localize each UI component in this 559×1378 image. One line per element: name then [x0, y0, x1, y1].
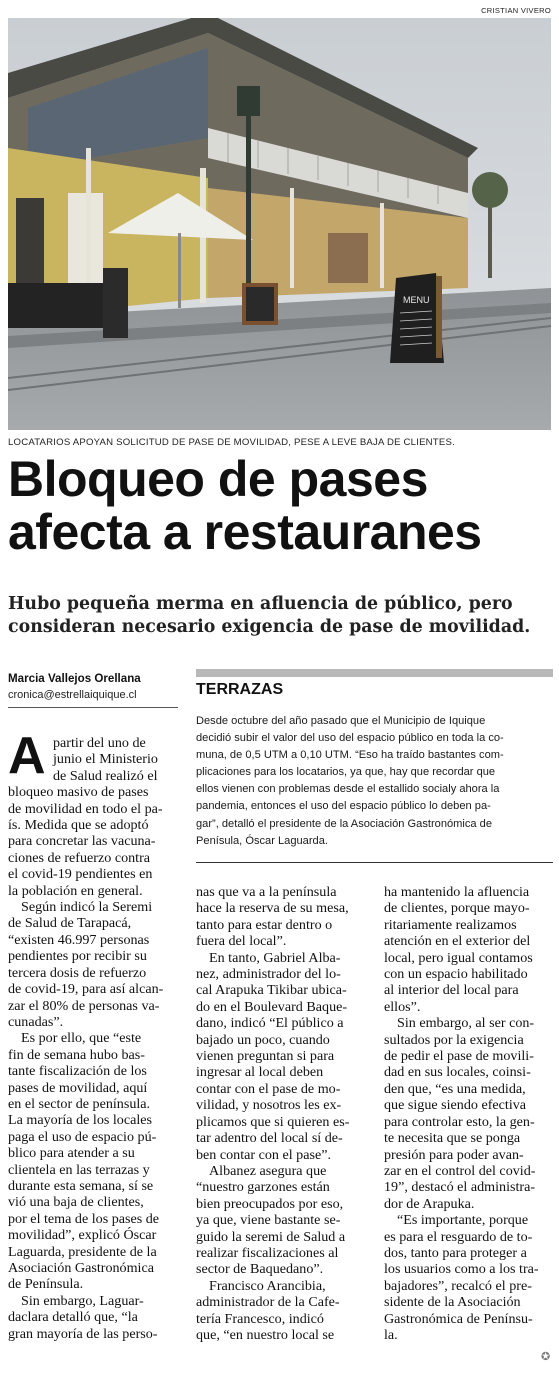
sidebar-line: muna, de 0,5 UTM a 0,10 UTM. “Eso ha traído bastantes com- — [196, 749, 504, 762]
article-line: sector de Baquedano”. — [196, 1261, 324, 1278]
article-line: para controlar esto, la gen- — [384, 1113, 535, 1130]
article-line: ellos”. — [384, 998, 421, 1015]
article-line: tanto para estar dentro o — [196, 916, 333, 933]
menu-sign-text: MENU — [403, 295, 430, 305]
article-line: tante fiscalización de los — [8, 1063, 147, 1080]
article-line: guido la seremi de Salud a — [196, 1228, 346, 1245]
author-name: Marcia Vallejos Orellana — [8, 672, 141, 685]
article-line: ha mantenido la afluencia — [384, 884, 530, 900]
article-line: ingresar al local deben — [196, 1064, 324, 1081]
article-line: Sin embargo, al ser con- — [397, 1015, 535, 1032]
article-line: que, “en nuestro local se — [196, 1326, 335, 1343]
article-line: ben contar con el pase”. — [196, 1146, 331, 1163]
article-line: administrador de la Cafe- — [196, 1294, 340, 1311]
article-line: vió una baja de clientes, — [8, 1194, 144, 1211]
article-line: ritariamente realizamos — [384, 916, 517, 933]
article-line: vilidad, y nosotros les ex- — [196, 1097, 342, 1114]
article-line: vienen preguntan si para — [196, 1048, 335, 1065]
article-line: Sin embargo, Laguar- — [21, 1292, 144, 1309]
article-line: sidente de la Asociación — [384, 1294, 521, 1311]
drop-cap: A — [8, 727, 46, 785]
article-line: contar con el pase de mo- — [196, 1080, 341, 1097]
article-line: al interior del local para — [384, 982, 519, 999]
article-line: dad en sus locales, coinsi- — [384, 1064, 531, 1081]
article-line: “existen 46.997 personas — [8, 931, 150, 948]
article-line: realizar fiscalizaciones al — [196, 1244, 339, 1261]
article-line: ciones de refuerzo contra — [8, 849, 151, 866]
sidebar-line: plicaciones para los locatarios, ya que, hay que recordar que — [196, 766, 496, 779]
article-line: dor de Arapuka. — [384, 1195, 475, 1212]
article-line: Es por ello, que “este — [21, 1030, 142, 1047]
article-line: el covid-19 pendientes en — [8, 866, 153, 883]
article-line: sultados por la exigencia — [384, 1031, 524, 1048]
article-line: para concretar las vacuna- — [8, 833, 156, 850]
article-line: nas que va a la península — [196, 884, 337, 900]
sidebar-line: Desde octubre del año pasado que el Municipio de Iquique — [196, 715, 486, 727]
article-line: junio el Ministerio — [53, 751, 158, 768]
article-line: cal Arapuka Tikibar ubica- — [196, 982, 347, 999]
article-line: clientela en las terrazas y — [8, 1161, 150, 1178]
article-line: Laguarda, presidente de la — [8, 1243, 157, 1260]
article-line: fin de semana hubo bas- — [8, 1046, 145, 1063]
article-line: de Salud realizó el — [53, 767, 158, 784]
byline-rule — [8, 707, 178, 708]
article-line: Asociación Gastronómica — [8, 1260, 154, 1276]
article-line: Francisco Arancibia, — [209, 1277, 326, 1294]
article-line: atención en el exterior del — [384, 933, 531, 950]
sidebar-line: pandemia, entonces el uso del espacio público lo deben pa- — [196, 800, 491, 813]
sidebar-line: gar”, detalló el presidente de la Asociación Gastronómica de — [196, 817, 493, 830]
article-line: 19”, destacó el administra- — [384, 1179, 536, 1196]
headline-line: Bloqueo de pases — [8, 451, 428, 507]
article-line: en el sector de península. — [8, 1095, 151, 1112]
article-line: por el tema de los pases de — [8, 1210, 160, 1227]
deck-line: Hubo pequeña merma en afluencia de público, pero — [8, 594, 513, 614]
article-line: de pedir el pase de movili- — [384, 1048, 534, 1065]
article-line: movilidad”, explicó Óscar — [8, 1227, 157, 1244]
article-line: Albanez asegura que — [209, 1162, 327, 1179]
article-column-3 — [384, 884, 554, 1343]
article-line: pases de movilidad, aquí — [8, 1079, 148, 1096]
article-line: La mayoría de los locales — [8, 1112, 153, 1129]
sidebar-body — [196, 713, 553, 850]
deck-line: consideran necesario exigencia de pase de movilidad. — [8, 616, 531, 637]
article-line: tercera dosis de refuerzo — [8, 964, 147, 981]
article-line: bajado un poco, cuando — [196, 1031, 330, 1048]
sidebar-line: decidió subir el valor del uso del espacio público en toda la co- — [196, 732, 504, 745]
article-line: durante esta semana, sí se — [8, 1177, 154, 1194]
end-mark-icon: ✪ — [541, 1350, 551, 1363]
article-line: paga el uso de espacio pú- — [8, 1128, 157, 1145]
article-column-1 — [8, 727, 178, 1342]
sidebar-line: Penísula, Óscar Laguarda. — [196, 834, 328, 847]
article-line: daclara detalló que, “la — [8, 1309, 138, 1326]
article-line: “nuestro garzones están — [196, 1179, 330, 1196]
article-line: la población en general. — [8, 882, 143, 899]
article-line: blico para atender a su — [8, 1145, 135, 1162]
article-line: Según indicó la Seremi — [21, 899, 153, 916]
article-line: gran mayoría de las perso- — [8, 1325, 158, 1342]
article-line: de Salud de Tarapacá, — [8, 915, 132, 932]
article-line: que sigue siendo efectiva — [384, 1097, 527, 1114]
article-line: tería Francesco, indicó — [196, 1310, 324, 1327]
article-line: ya que, viene bastante se- — [196, 1212, 341, 1229]
article-line: bloqueo masivo de pases — [8, 784, 149, 801]
sidebar-bar — [196, 669, 553, 677]
author-email[interactable]: cronica@estrellaiquique.cl — [8, 689, 137, 702]
article-line: tar adentro del local sí de- — [196, 1130, 343, 1147]
article-line: con un espacio habilitado — [384, 966, 528, 983]
article-line: bien preocupados por eso, — [196, 1195, 344, 1212]
sidebar-rule — [196, 862, 553, 863]
article-line: de covid-19, para así alcan- — [8, 981, 164, 998]
headline-line: afecta a restauranes — [8, 504, 482, 560]
article-line: En tanto, Gabriel Alba- — [209, 949, 341, 966]
article-line: es para el resguardo de to- — [384, 1228, 533, 1245]
article-line: cunadas”. — [8, 1013, 64, 1030]
article-line: dos, tanto para proteger a — [384, 1244, 527, 1261]
article-line: dano, indicó “El público a — [196, 1015, 344, 1032]
article-line: partir del uno de — [53, 735, 146, 751]
article-line: de clientes, porque mayo- — [384, 900, 530, 917]
article-column-2 — [196, 884, 366, 1343]
article-line: la. — [384, 1326, 398, 1343]
sidebar-title: TERRAZAS — [196, 681, 284, 698]
photo-credit: CRISTIAN VIVERO — [481, 6, 551, 15]
article-line: de Península. — [8, 1276, 84, 1293]
article-line: do en el Boulevard Baque- — [196, 998, 348, 1015]
byline — [8, 670, 188, 704]
article-line: nez, administrador del lo- — [196, 966, 341, 983]
article-line: ís. Medida que se adoptó — [8, 817, 149, 834]
article-line: Gastronómica de Penínsu- — [384, 1310, 533, 1327]
article-line: “Es importante, porque — [397, 1212, 529, 1229]
article-line: los usuarios como a los tra- — [384, 1261, 539, 1278]
article-line: te necesita que se ponga — [384, 1130, 521, 1147]
article-line: den que, “es una medida, — [384, 1080, 526, 1097]
article-line: local, pero igual contamos — [384, 949, 533, 966]
article-line: zar el 80% de personas va- — [8, 997, 160, 1014]
article-line: zar en el control del covid- — [384, 1162, 536, 1179]
article-line: bajadores”, recalcó el pre- — [384, 1277, 532, 1294]
article-line: hace la reserva de su mesa, — [196, 900, 349, 917]
deck — [8, 593, 553, 639]
article-line: presión para poder avan- — [384, 1146, 524, 1163]
sidebar-line: ellos vienen con problemas desde el estallido socialy ahora la — [196, 783, 500, 796]
headline — [8, 453, 553, 559]
article-photo — [8, 18, 551, 430]
article-line: de movilidad en todo el pa- — [8, 800, 163, 817]
photo-caption: LOCATARIOS APOYAN SOLICITUD DE PASE DE MOVILIDAD, PESE A LEVE BAJA DE CLIENTES. — [8, 437, 455, 448]
article-line: plicamos que si quieren es- — [196, 1113, 350, 1130]
article-line: pendientes por recibir su — [8, 948, 147, 965]
article-line: fuera del local”. — [196, 933, 287, 950]
